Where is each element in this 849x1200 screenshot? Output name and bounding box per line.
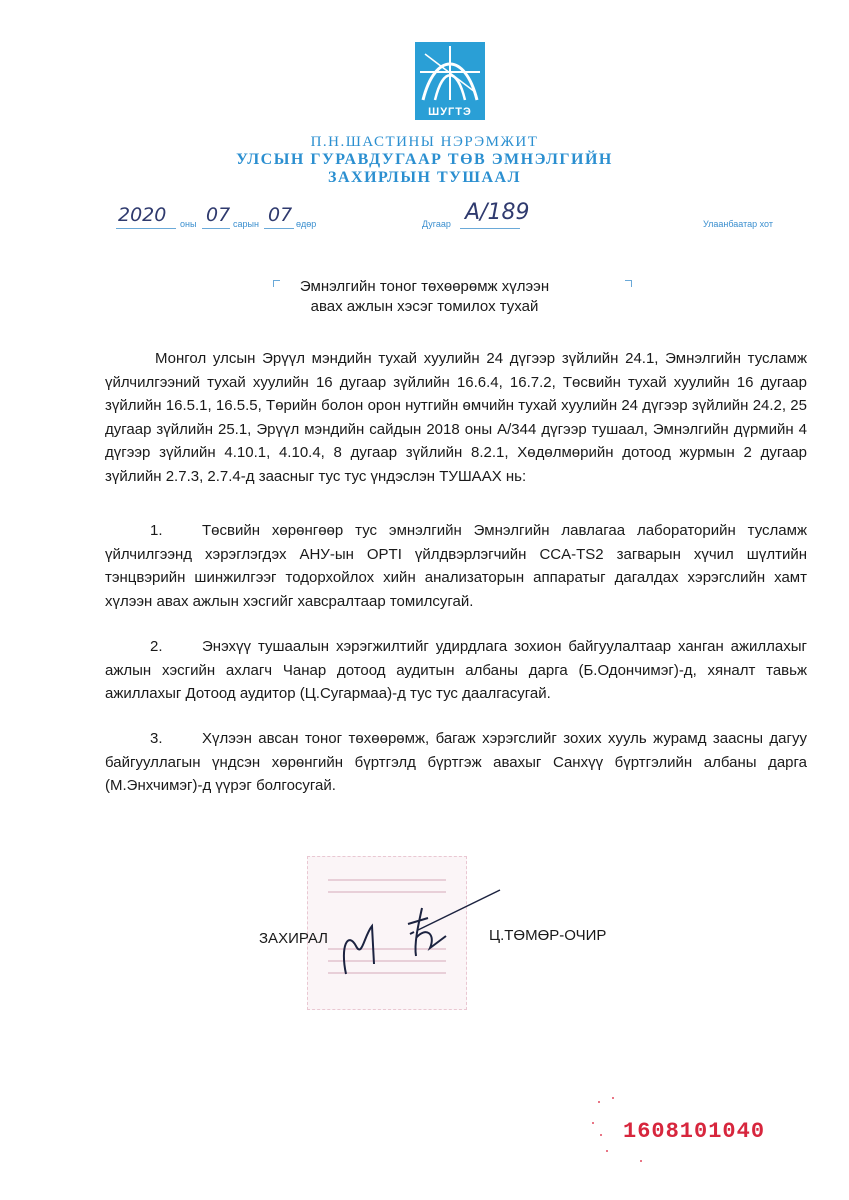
logo-mark-icon xyxy=(415,42,485,104)
month-handwritten: 07 xyxy=(206,204,231,226)
item-text: Төсвийн хөрөнгөөр тус эмнэлгийн Эмнэлгийн лавлагаа лабораторийн тусламж үйлчилгээнд хэрэглэгдэх АНУ-ын OPTI үйлдвэрлэгчийн CCA-TS2 загварын хүчил шүлтийн тэнцвэрийн шинжилгээг тодорхойлох хийн анализаторын аппаратыг дагалдах хэрэгслийн хамт хүлээн авах ажлын хэсгийг хавсралтаар томилсугай. xyxy=(105,522,807,610)
item-text: Энэхүү тушаалын хэрэгжилтийг удирдлага зохион байгуулалтаар ханган ажиллахыг ажлын хэсгийн ахлагч Чанар дотоод аудитын албаны дарга (Б.Одончимэг)-д, хяналт тавьж ажиллахыг Дотоод аудитор (Ц.Сугармаа)-д тус тус даалгасугай. xyxy=(105,638,807,702)
day-handwritten: 07 xyxy=(268,204,293,226)
item-number: 1. xyxy=(150,522,163,539)
handwritten-signature-icon xyxy=(318,886,508,981)
title-line-2: авах ажлын хэсэг томилох тухай xyxy=(310,298,539,315)
order-number-handwritten: А/189 xyxy=(465,200,530,225)
item-number: 2. xyxy=(150,638,163,655)
signatory-name: Ц.ТӨМӨР-ОЧИР xyxy=(489,927,607,944)
serial-number: 1608101040 xyxy=(623,1119,766,1144)
hospital-logo xyxy=(415,42,485,120)
year-label: оны xyxy=(180,219,197,229)
title-line-1: Эмнэлгийн тоног төхөөрөмж хүлээн xyxy=(299,278,550,295)
year-handwritten: 2020 xyxy=(118,204,167,226)
preamble-paragraph: Монгол улсын Эрүүл мэндийн тухай хуулийн 24 дүгээр зүйлийн 24.1, Эмнэлгийн тусламж үйлчилгээний тухай хуулийн 16 дугаар зүйлийн 16.6.4, 16.7.2, Төсвийн тухай хуулийн 16 дугаар зүйлийн 16.5.1, 16.5.5, Төрийн болон орон нутгийн өмчийн тухай хуулийн 24 дүгээр зүйлийн 24.2, 25 дугаар зүйлийн 25.1, Эрүүл мэндийн сайдын 2018 оны А/344 дүгээр тушаал, Эмнэлгийн дүрмийн 4 дүгээр зүйлийн 4.10.1, 4.10.4, 8 дугаар зүйлийн 8.2.1, Хөдөлмөрийн дотоод журмын 2 дугаар зүйлийн 2.7.3, 2.7.4-д заасныг тус тус үндэслэн ТУШААХ нь: xyxy=(105,350,807,485)
number-label: Дугаар xyxy=(422,219,451,229)
header-line-3: ЗАХИРЛЫН ТУШААЛ xyxy=(328,169,521,186)
logo-text: ШУГТЭ xyxy=(415,104,485,120)
month-label: сарын xyxy=(233,219,259,229)
item-text: Хүлээн авсан тоног төхөөрөмж, багаж хэрэгслийг зохих хууль журамд заасны дагуу байгууллагын үндсэн хөрөнгийн бүртгэлд бүртгэж авахыг Санхүү бүртгэлийн албаны дарга (М.Энхчимэг)-д үүрэг болгосугай. xyxy=(105,730,807,794)
signature-role: ЗАХИРАЛ xyxy=(259,930,329,947)
header-line-1: П.Н.ШАСТИНЫ НЭРЭМЖИТ xyxy=(310,134,539,150)
day-label: өдөр xyxy=(296,219,317,229)
order-item-3 xyxy=(105,727,807,798)
item-number: 3. xyxy=(150,730,163,747)
header-line-2: УЛСЫН ГУРАВДУГААР ТӨВ ЭМНЭЛГИЙН xyxy=(236,151,613,168)
order-item-1 xyxy=(105,519,807,613)
city-label: Улаанбаатар хот xyxy=(703,219,773,229)
order-item-2 xyxy=(105,635,807,706)
